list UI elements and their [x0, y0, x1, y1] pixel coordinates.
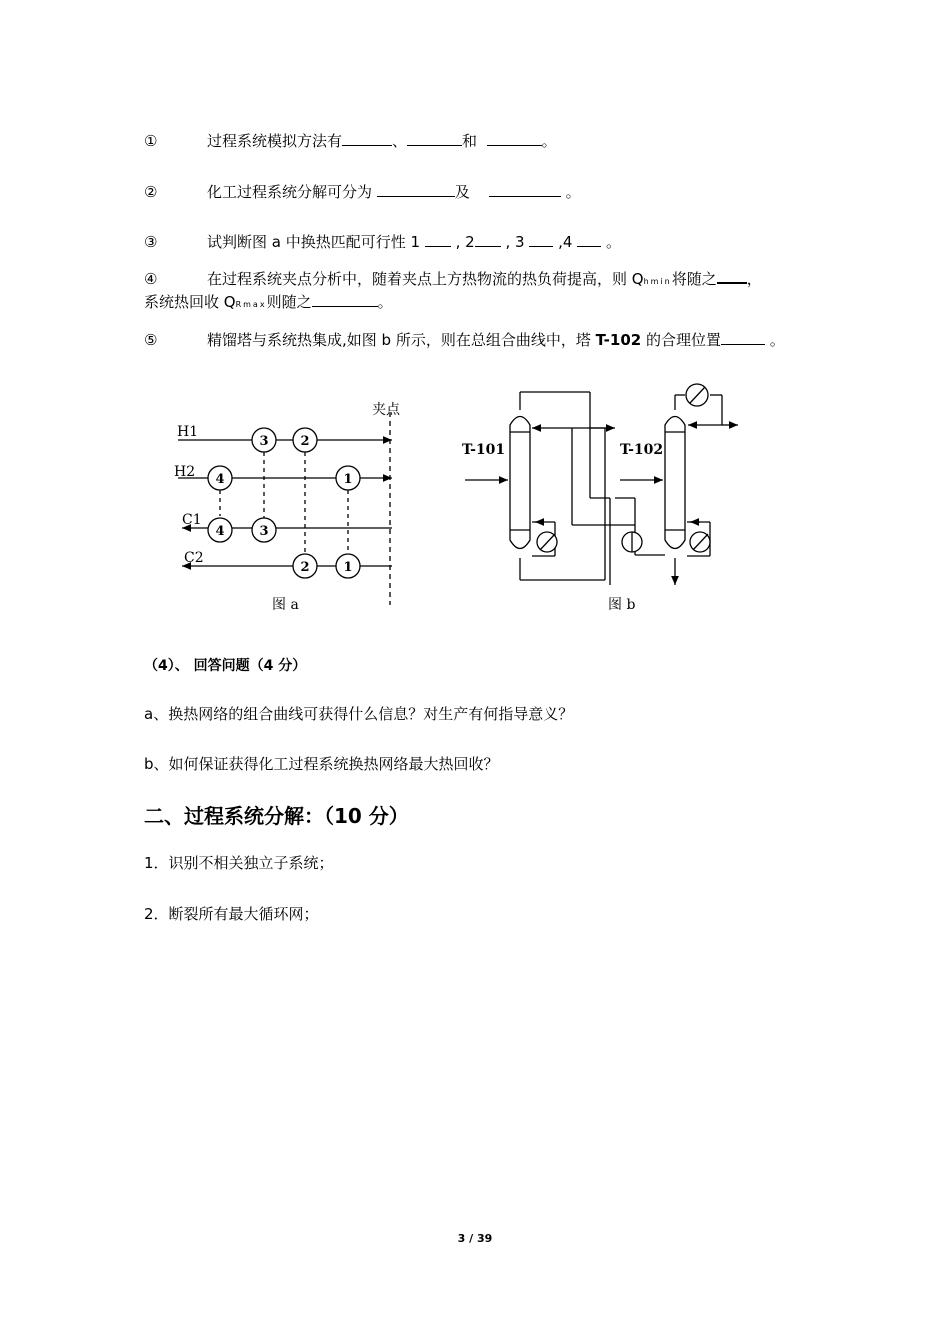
period: 。 [565, 183, 581, 201]
question-number: ② [144, 183, 158, 201]
section-4-title: （4）、 回答问题（4 分） [144, 658, 307, 674]
question-text: 过程系统模拟方法有 [207, 132, 343, 150]
exchanger-label: 3 [259, 524, 269, 539]
exchanger-label: 4 [215, 524, 225, 539]
period: 。 [606, 233, 622, 251]
question-text: 试判断图 a 中换热匹配可行性 1 [207, 233, 421, 251]
exchanger-label: 3 [259, 434, 269, 449]
page-number: 3 / 39 [457, 1232, 493, 1245]
choice-2: , 2 [455, 233, 475, 251]
pinch-label: 夹点 [372, 402, 400, 418]
question-text: 则随之 [266, 293, 312, 311]
stream-label: C2 [184, 550, 204, 566]
comma: ， [746, 270, 762, 288]
answer-blank[interactable] [312, 290, 378, 307]
question-number: ① [144, 132, 158, 150]
question-number: ③ [144, 233, 158, 251]
period: 。 [377, 293, 393, 311]
tower-label: T-102 [595, 331, 642, 349]
tower-t102 [665, 417, 685, 549]
figure-caption: 图 a [272, 597, 299, 613]
choice-3: , 3 [505, 233, 525, 251]
separator: 和 [462, 132, 478, 150]
answer-blank[interactable] [377, 180, 455, 197]
question-a: a、换热网络的组合曲线可获得什么信息？对生产有何指导意义？ [144, 705, 574, 723]
choice-4: ,4 [558, 233, 573, 251]
section-2-item-1: 1．识别不相关独立子系统； [144, 854, 334, 872]
question-b: b、如何保证获得化工过程系统换热网络最大热回收？ [144, 755, 499, 773]
answer-blank[interactable] [487, 129, 542, 146]
question-5 [144, 328, 785, 351]
figure-a [160, 390, 420, 620]
separator: 、 [392, 132, 408, 150]
exchanger-label: 4 [215, 472, 225, 487]
tower-label: T-102 [620, 442, 664, 458]
exchanger-label: 2 [300, 434, 310, 449]
separator: 及 [454, 183, 470, 201]
question-text: 精馏塔与系统热集成,如图 b 所示，则在总组合曲线中，塔 [207, 331, 591, 349]
answer-blank[interactable] [577, 230, 601, 247]
question-text: 化工过程系统分解可分为 [207, 183, 373, 201]
exchanger-label: 2 [300, 560, 310, 575]
question-1 [144, 129, 557, 152]
tower-t101 [510, 417, 530, 549]
answer-blank[interactable] [475, 230, 501, 247]
answer-blank[interactable] [425, 230, 451, 247]
subscript: hmin [643, 277, 672, 286]
question-number: ④ [144, 270, 158, 288]
question-4 [144, 266, 762, 293]
subscript: Rmax [235, 300, 267, 309]
tower-label: T-101 [462, 442, 506, 458]
answer-blank[interactable] [529, 230, 553, 247]
question-2 [144, 180, 581, 203]
stream-label: H1 [177, 424, 199, 440]
period: 。 [541, 132, 557, 150]
answer-blank[interactable] [489, 180, 561, 197]
period: 。 [769, 331, 785, 349]
question-3 [144, 230, 621, 253]
stream-label: H2 [174, 464, 196, 480]
question-text: 的合理位置 [645, 331, 721, 349]
question-text: 将随之 [671, 270, 717, 288]
answer-blank[interactable] [717, 266, 747, 284]
section-2-title: 二、过程系统分解：（10 分） [144, 804, 409, 828]
answer-blank[interactable] [407, 129, 462, 146]
stream-label: C1 [182, 512, 202, 528]
answer-blank[interactable] [721, 328, 765, 345]
answer-blank[interactable] [342, 129, 392, 146]
exchanger-label: 1 [343, 560, 353, 575]
exchanger-label: 1 [343, 472, 353, 487]
figure-caption: 图 b [608, 597, 636, 613]
question-text: 系统热回收 Q [144, 293, 236, 311]
question-text: 在过程系统夹点分析中，随着夹点上方热物流的热负荷提高，则 Q [207, 270, 644, 288]
question-4-line2 [144, 290, 393, 316]
section-2-item-2: 2．断裂所有最大循环网； [144, 905, 319, 923]
question-number: ⑤ [144, 331, 158, 349]
figure-b [460, 380, 750, 625]
